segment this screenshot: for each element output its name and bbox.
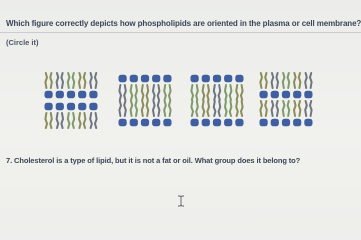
lipid-tail bbox=[236, 101, 242, 116]
lipid-tail bbox=[142, 85, 148, 100]
lipid-head bbox=[89, 103, 97, 111]
lipid-head bbox=[163, 119, 171, 127]
lipid-tail bbox=[45, 113, 51, 128]
lipid-head bbox=[282, 91, 290, 99]
lipid-head bbox=[293, 119, 301, 127]
lipid-tail bbox=[142, 101, 148, 116]
lipid-tail bbox=[305, 73, 311, 88]
lipid-head bbox=[224, 75, 232, 83]
lipid-head bbox=[235, 75, 243, 83]
lipid-head bbox=[78, 91, 86, 99]
lipid-head bbox=[202, 75, 210, 83]
lipid-tail bbox=[294, 101, 300, 116]
lipid-tail bbox=[68, 113, 74, 128]
lipid-tail bbox=[131, 101, 137, 116]
lipid-tail bbox=[79, 113, 85, 128]
question-6-instruction: (Circle it) bbox=[6, 38, 39, 47]
lipid-head bbox=[282, 119, 290, 127]
lipid-head bbox=[163, 75, 171, 83]
lipid-head bbox=[202, 119, 210, 127]
lipid-tail bbox=[57, 113, 63, 128]
lipid-head bbox=[152, 119, 160, 127]
lipid-head bbox=[152, 75, 160, 83]
lipid-head bbox=[260, 91, 268, 99]
lipid-tail bbox=[57, 73, 63, 88]
lipid-head bbox=[141, 75, 149, 83]
lipid-head bbox=[224, 119, 232, 127]
lipid-head bbox=[67, 91, 75, 99]
lipid-tail bbox=[90, 73, 96, 88]
lipid-tail bbox=[272, 101, 278, 116]
lipid-tail bbox=[119, 101, 125, 116]
lipid-head bbox=[304, 119, 312, 127]
lipid-tail bbox=[236, 85, 242, 100]
lipid-tail bbox=[153, 101, 159, 116]
lipid-tail bbox=[45, 73, 51, 88]
lipid-head bbox=[78, 103, 86, 111]
lipid-head bbox=[191, 119, 199, 127]
text-cursor-icon bbox=[177, 195, 185, 207]
lipid-tail bbox=[90, 113, 96, 128]
lipid-tail bbox=[305, 101, 311, 116]
lipid-tail bbox=[225, 101, 231, 116]
lipid-tail bbox=[283, 101, 289, 116]
lipid-head bbox=[130, 75, 138, 83]
lipid-head bbox=[271, 119, 279, 127]
figure-d[interactable] bbox=[260, 73, 313, 126]
lipid-head bbox=[141, 119, 149, 127]
lipid-head bbox=[56, 91, 64, 99]
lipid-head bbox=[271, 91, 279, 99]
lipid-head bbox=[67, 103, 75, 111]
lipid-tail bbox=[131, 85, 137, 100]
lipid-tail bbox=[294, 73, 300, 88]
lipid-tail bbox=[79, 73, 85, 88]
lipid-head bbox=[45, 103, 53, 111]
lipid-head bbox=[89, 91, 97, 99]
question-7-number: 7. bbox=[6, 156, 13, 165]
lipid-head bbox=[235, 119, 243, 127]
lipid-tail bbox=[119, 85, 125, 100]
lipid-tail bbox=[283, 73, 289, 88]
lipid-tail bbox=[164, 85, 170, 100]
lipid-tail bbox=[272, 73, 278, 88]
lipid-head bbox=[213, 75, 221, 83]
lipid-tail bbox=[260, 73, 266, 88]
lipid-tail bbox=[191, 85, 197, 100]
lipid-head bbox=[260, 119, 268, 127]
lipid-head bbox=[45, 91, 53, 99]
lipid-tail bbox=[214, 101, 220, 116]
figure-a[interactable] bbox=[45, 73, 98, 128]
lipid-head bbox=[191, 75, 199, 83]
lipid-head bbox=[130, 119, 138, 127]
lipid-tail bbox=[260, 101, 266, 116]
question-6-text: Which figure correctly depicts how phospholipids are oriented in the plasma or cell membrane? bbox=[6, 19, 361, 28]
figure-c[interactable] bbox=[191, 75, 244, 127]
lipid-tail bbox=[153, 85, 159, 100]
lipid-tail bbox=[191, 101, 197, 116]
lipid-tail bbox=[203, 85, 209, 100]
lipid-tail bbox=[214, 85, 220, 100]
lipid-head bbox=[119, 75, 127, 83]
lipid-head bbox=[119, 119, 127, 127]
lipid-head bbox=[213, 119, 221, 127]
lipid-tail bbox=[225, 85, 231, 100]
question-7-text bbox=[6, 156, 300, 165]
lipid-tail bbox=[68, 73, 74, 88]
lipid-head bbox=[56, 103, 64, 111]
lipid-tail bbox=[203, 101, 209, 116]
lipid-head bbox=[293, 91, 301, 99]
lipid-head bbox=[304, 91, 312, 99]
question-7-prompt: Cholesterol is a type of lipid, but it is not a fat or oil. What group does it belong to? bbox=[14, 156, 301, 165]
lipid-tail bbox=[164, 101, 170, 116]
figure-b[interactable] bbox=[119, 75, 172, 127]
